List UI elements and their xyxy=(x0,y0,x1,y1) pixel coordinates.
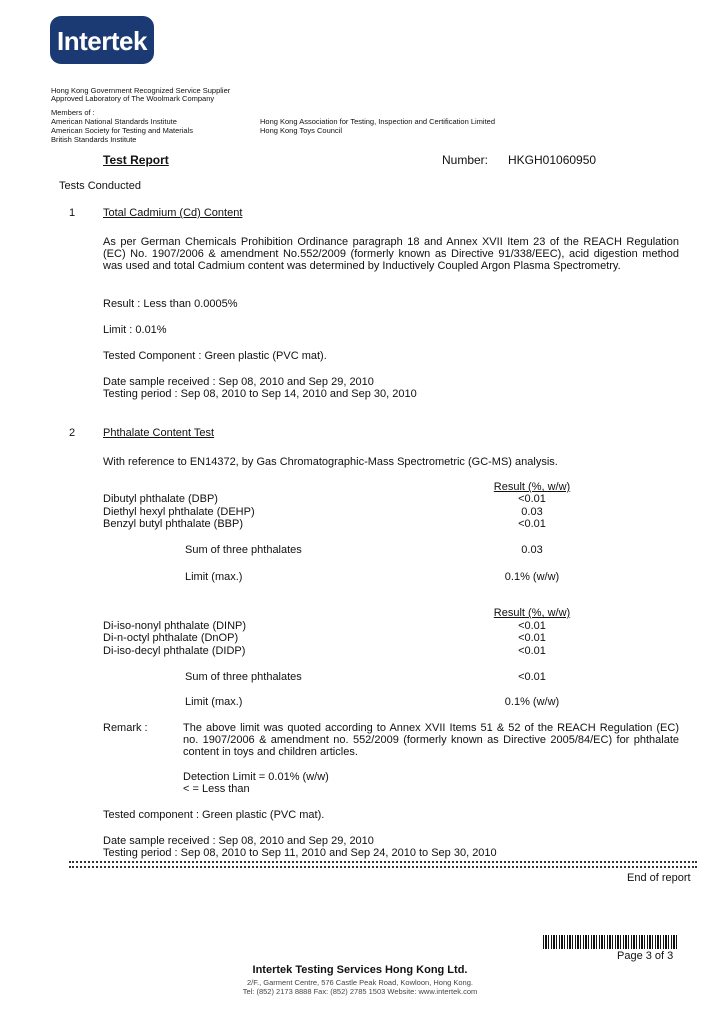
section-1-paragraph: As per German Chemicals Prohibition Ordinance paragraph 18 and Annex XVII Item 23 of the REACH Regulation (EC) No. 1907/2006 & amendment No.552/2009 (formerly known as Directive 91/338/EEC), acid digestion method was used and total Cadmium content was determined by Inductively Coupled Argon Plasma Spectrometry. xyxy=(103,236,679,272)
section-2-number: 2 xyxy=(69,427,76,439)
remark-label: Remark : xyxy=(103,722,148,734)
group-1-row-value: 0.03 xyxy=(521,506,543,518)
group-1-sum-value: 0.03 xyxy=(521,544,543,556)
cadmium-date-received: Date sample received : Sep 08, 2010 and Sep 29, 2010 xyxy=(103,376,374,388)
group-2-sum-value: <0.01 xyxy=(518,671,546,683)
header-line-1: Hong Kong Government Recognized Service Supplier xyxy=(51,86,231,95)
header-line-2: Approved Laboratory of The Woolmark Company xyxy=(51,94,215,103)
group-2-result-header: Result (%, w/w) xyxy=(493,607,571,619)
group-1-sum-label: Sum of three phthalates xyxy=(185,544,302,556)
group-1-result-header: Result (%, w/w) xyxy=(493,481,571,493)
group-1-row-name: Diethyl hexyl phthalate (DEHP) xyxy=(103,506,255,518)
page-number: Page 3 of 3 xyxy=(617,950,674,962)
group-1-row-name: Dibutyl phthalate (DBP) xyxy=(103,493,218,505)
cadmium-testing-period: Testing period : Sep 08, 2010 to Sep 14, 2010 and Sep 30, 2010 xyxy=(103,388,417,400)
cadmium-limit: Limit : 0.01% xyxy=(103,324,167,336)
member-right-1: Hong Kong Association for Testing, Inspection and Certification Limited xyxy=(260,117,495,126)
group-2-limit-value: 0.1% (w/w) xyxy=(504,696,560,708)
cadmium-tested-component: Tested Component : Green plastic (PVC mat). xyxy=(103,350,327,362)
phthalate-tested-component: Tested component : Green plastic (PVC mat). xyxy=(103,809,325,821)
member-left-1: American National Standards Institute xyxy=(51,117,177,126)
tests-conducted: Tests Conducted xyxy=(59,180,141,192)
report-number-value: HKGH01060950 xyxy=(508,153,597,167)
dotted-divider xyxy=(69,861,697,868)
group-2-sum-label: Sum of three phthalates xyxy=(185,671,302,683)
logo-text: Intertek xyxy=(57,26,147,56)
group-2-row-name: Di-n-octyl phthalate (DnOP) xyxy=(103,632,239,644)
group-2-row-value: <0.01 xyxy=(518,645,546,657)
member-left-2: American Society for Testing and Materials xyxy=(51,126,194,135)
phthalate-date-received: Date sample received : Sep 08, 2010 and Sep 29, 2010 xyxy=(103,835,374,847)
remark-text: The above limit was quoted according to Annex XVII Items 51 & 52 of the REACH Regulation (EC) no. 1907/2006 & amendment no. 552/2009 (formerly known as Directive 2005/84/EC) for phthalate content in toys and children articles. xyxy=(183,722,679,758)
phthalate-intro: With reference to EN14372, by Gas Chromatographic-Mass Spectrometric (GC-MS) analysis. xyxy=(103,456,558,468)
group-2-row-name: Di-iso-nonyl phthalate (DINP) xyxy=(103,620,247,632)
phthalate-testing-period: Testing period : Sep 08, 2010 to Sep 11, 2010 and Sep 24, 2010 to Sep 30, 2010 xyxy=(103,847,497,859)
group-1-row-value: <0.01 xyxy=(518,493,546,505)
end-of-report: End of report xyxy=(627,872,691,884)
cadmium-result: Result : Less than 0.0005% xyxy=(103,298,238,310)
report-title: Test Report xyxy=(103,153,169,167)
group-2-row-value: <0.01 xyxy=(518,632,546,644)
members-label: Members of : xyxy=(51,108,95,117)
detection-limit: Detection Limit = 0.01% (w/w) xyxy=(183,771,329,783)
group-2-row-name: Di-iso-decyl phthalate (DIDP) xyxy=(103,645,246,657)
group-1-limit-value: 0.1% (w/w) xyxy=(504,571,560,583)
less-than-note: < = Less than xyxy=(183,783,250,795)
footer-company: Intertek Testing Services Hong Kong Ltd. xyxy=(252,964,468,976)
report-number-label: Number: xyxy=(442,153,489,167)
group-2-row-value: <0.01 xyxy=(518,620,546,632)
footer-address: 2/F., Garment Centre, 576 Castle Peak Road, Kowloon, Hong Kong. xyxy=(247,978,473,987)
group-2-limit-label: Limit (max.) xyxy=(185,696,243,708)
intertek-logo xyxy=(50,16,154,64)
member-right-2: Hong Kong Toys Council xyxy=(260,126,342,135)
barcode xyxy=(543,935,679,949)
section-1-title: Total Cadmium (Cd) Content xyxy=(103,207,243,219)
footer-contact: Tel: (852) 2173 8888 Fax: (852) 2785 1503 Website: www.intertek.com xyxy=(242,987,478,996)
group-1-limit-label: Limit (max.) xyxy=(185,571,243,583)
section-1-number: 1 xyxy=(69,207,76,219)
group-1-row-name: Benzyl butyl phthalate (BBP) xyxy=(103,518,244,530)
group-1-row-value: <0.01 xyxy=(518,518,546,530)
member-left-3: British Standards Institute xyxy=(51,135,137,144)
section-2-title: Phthalate Content Test xyxy=(103,427,215,439)
